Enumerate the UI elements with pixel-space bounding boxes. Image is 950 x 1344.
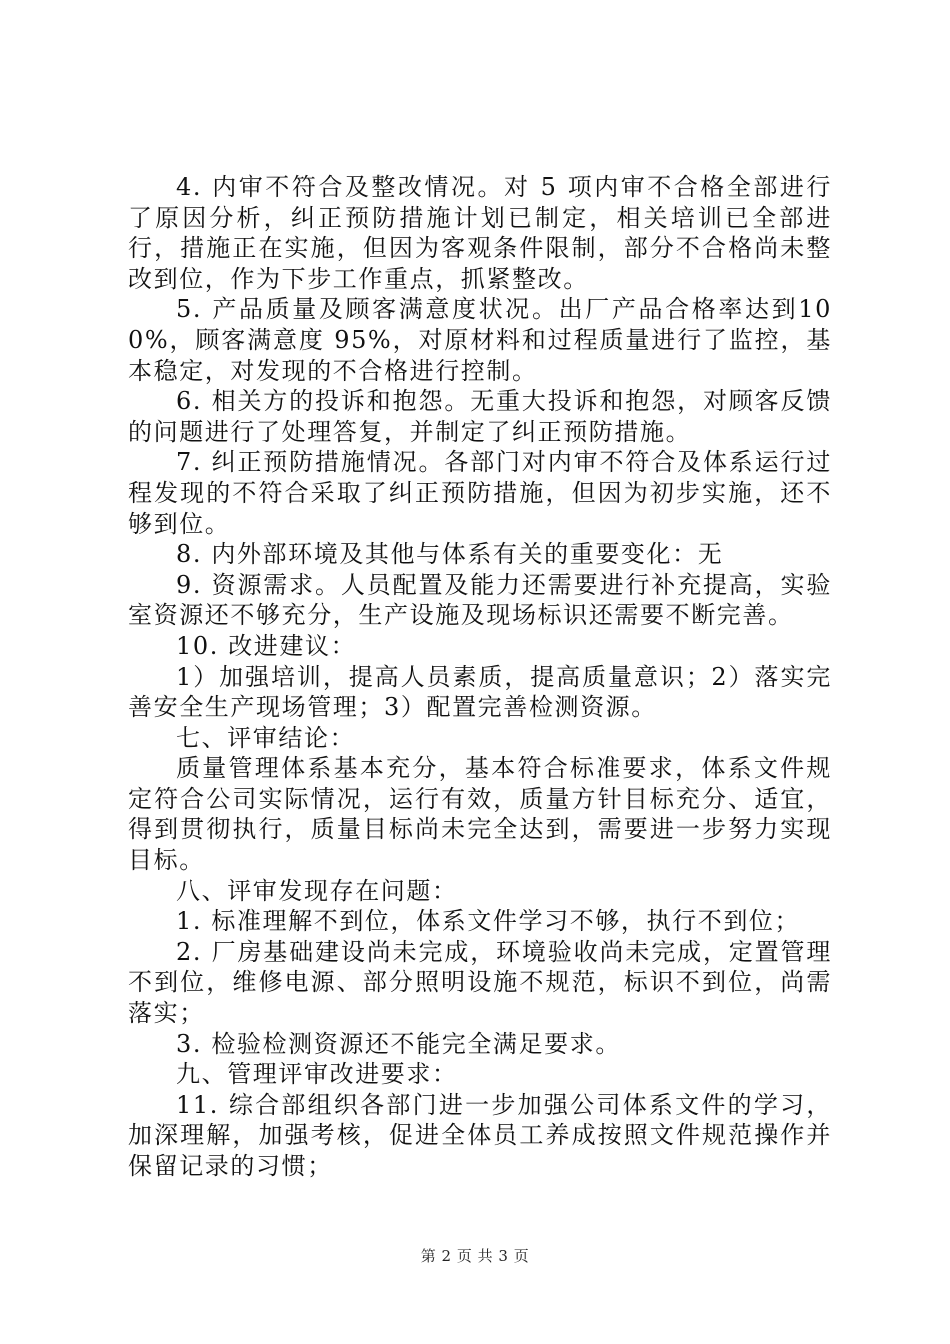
paragraph-environment-changes: 8. 内外部环境及其他与体系有关的重要变化：无	[176, 540, 724, 569]
paragraph-complaints: 6. 相关方的投诉和抱怨。无重大投诉和抱怨，对顾客反馈的问题进行了处理答复，并制定了纠正预防措施。	[128, 387, 832, 446]
paragraph-requirement-11: 11. 综合部组织各部门进一步加强公司体系文件的学习，加深理解，加强考核，促进全体员工养成按照文件规范操作并保留记录的习惯；	[128, 1090, 832, 1180]
paragraph-improvement-items: 1）加强培训，提高人员素质，提高质量意识；2）落实完善安全生产现场管理；3）配置完善检测资源。	[128, 662, 832, 722]
section-heading-issues-found: 八、评审发现存在问题：	[176, 876, 458, 905]
paragraph-internal-audit: 4. 内审不符合及整改情况。对 5 项内审不合格全部进行了原因分析，纠正预防措施计划已制定，相关培训已全部进行，措施正在实施，但因为客观条件限制，部分不合格尚未整改到位，作为下步工作重点，抓紧整改。	[128, 173, 832, 293]
paragraph-issue-3: 3. 检验检测资源还不能完全满足要求。	[176, 1029, 621, 1058]
section-heading-improvement-requirements: 九、管理评审改进要求：	[176, 1060, 458, 1089]
paragraph-corrective-actions: 7. 纠正预防措施情况。各部门对内审不符合及体系运行过程发现的不符合采取了纠正预防措施，但因为初步实施，还不够到位。	[128, 448, 832, 538]
document-body	[128, 172, 832, 1182]
paragraph-issue-2: 2. 厂房基础建设尚未完成，环境验收尚未完成，定置管理不到位，维修电源、部分照明设施不规范，标识不到位，尚需落实；	[128, 937, 832, 1028]
page-number-footer: 第 2 页 共 3 页	[420, 1247, 530, 1265]
paragraph-product-quality: 5. 产品质量及顾客满意度状况。出厂产品合格率达到100%，顾客满意度 95%，对原材料和过程质量进行了监控，基本稳定，对发现的不合格进行控制。	[128, 295, 832, 385]
paragraph-review-conclusion: 质量管理体系基本充分，基本符合标准要求，体系文件规定符合公司实际情况，运行有效，质量方针目标充分、适宜，得到贯彻执行，质量目标尚未完全达到，需要进一步努力实现目标。	[128, 754, 832, 875]
section-heading-review-conclusion: 七、评审结论：	[176, 723, 356, 752]
paragraph-issue-1: 1. 标准理解不到位，体系文件学习不够，执行不到位；	[176, 907, 801, 936]
paragraph-resource-needs: 9. 资源需求。人员配置及能力还需要进行补充提高，实验室资源还不够充分，生产设施及现场标识还需要不断完善。	[128, 570, 832, 630]
paragraph-improvement-heading: 10. 改进建议：	[176, 631, 357, 660]
